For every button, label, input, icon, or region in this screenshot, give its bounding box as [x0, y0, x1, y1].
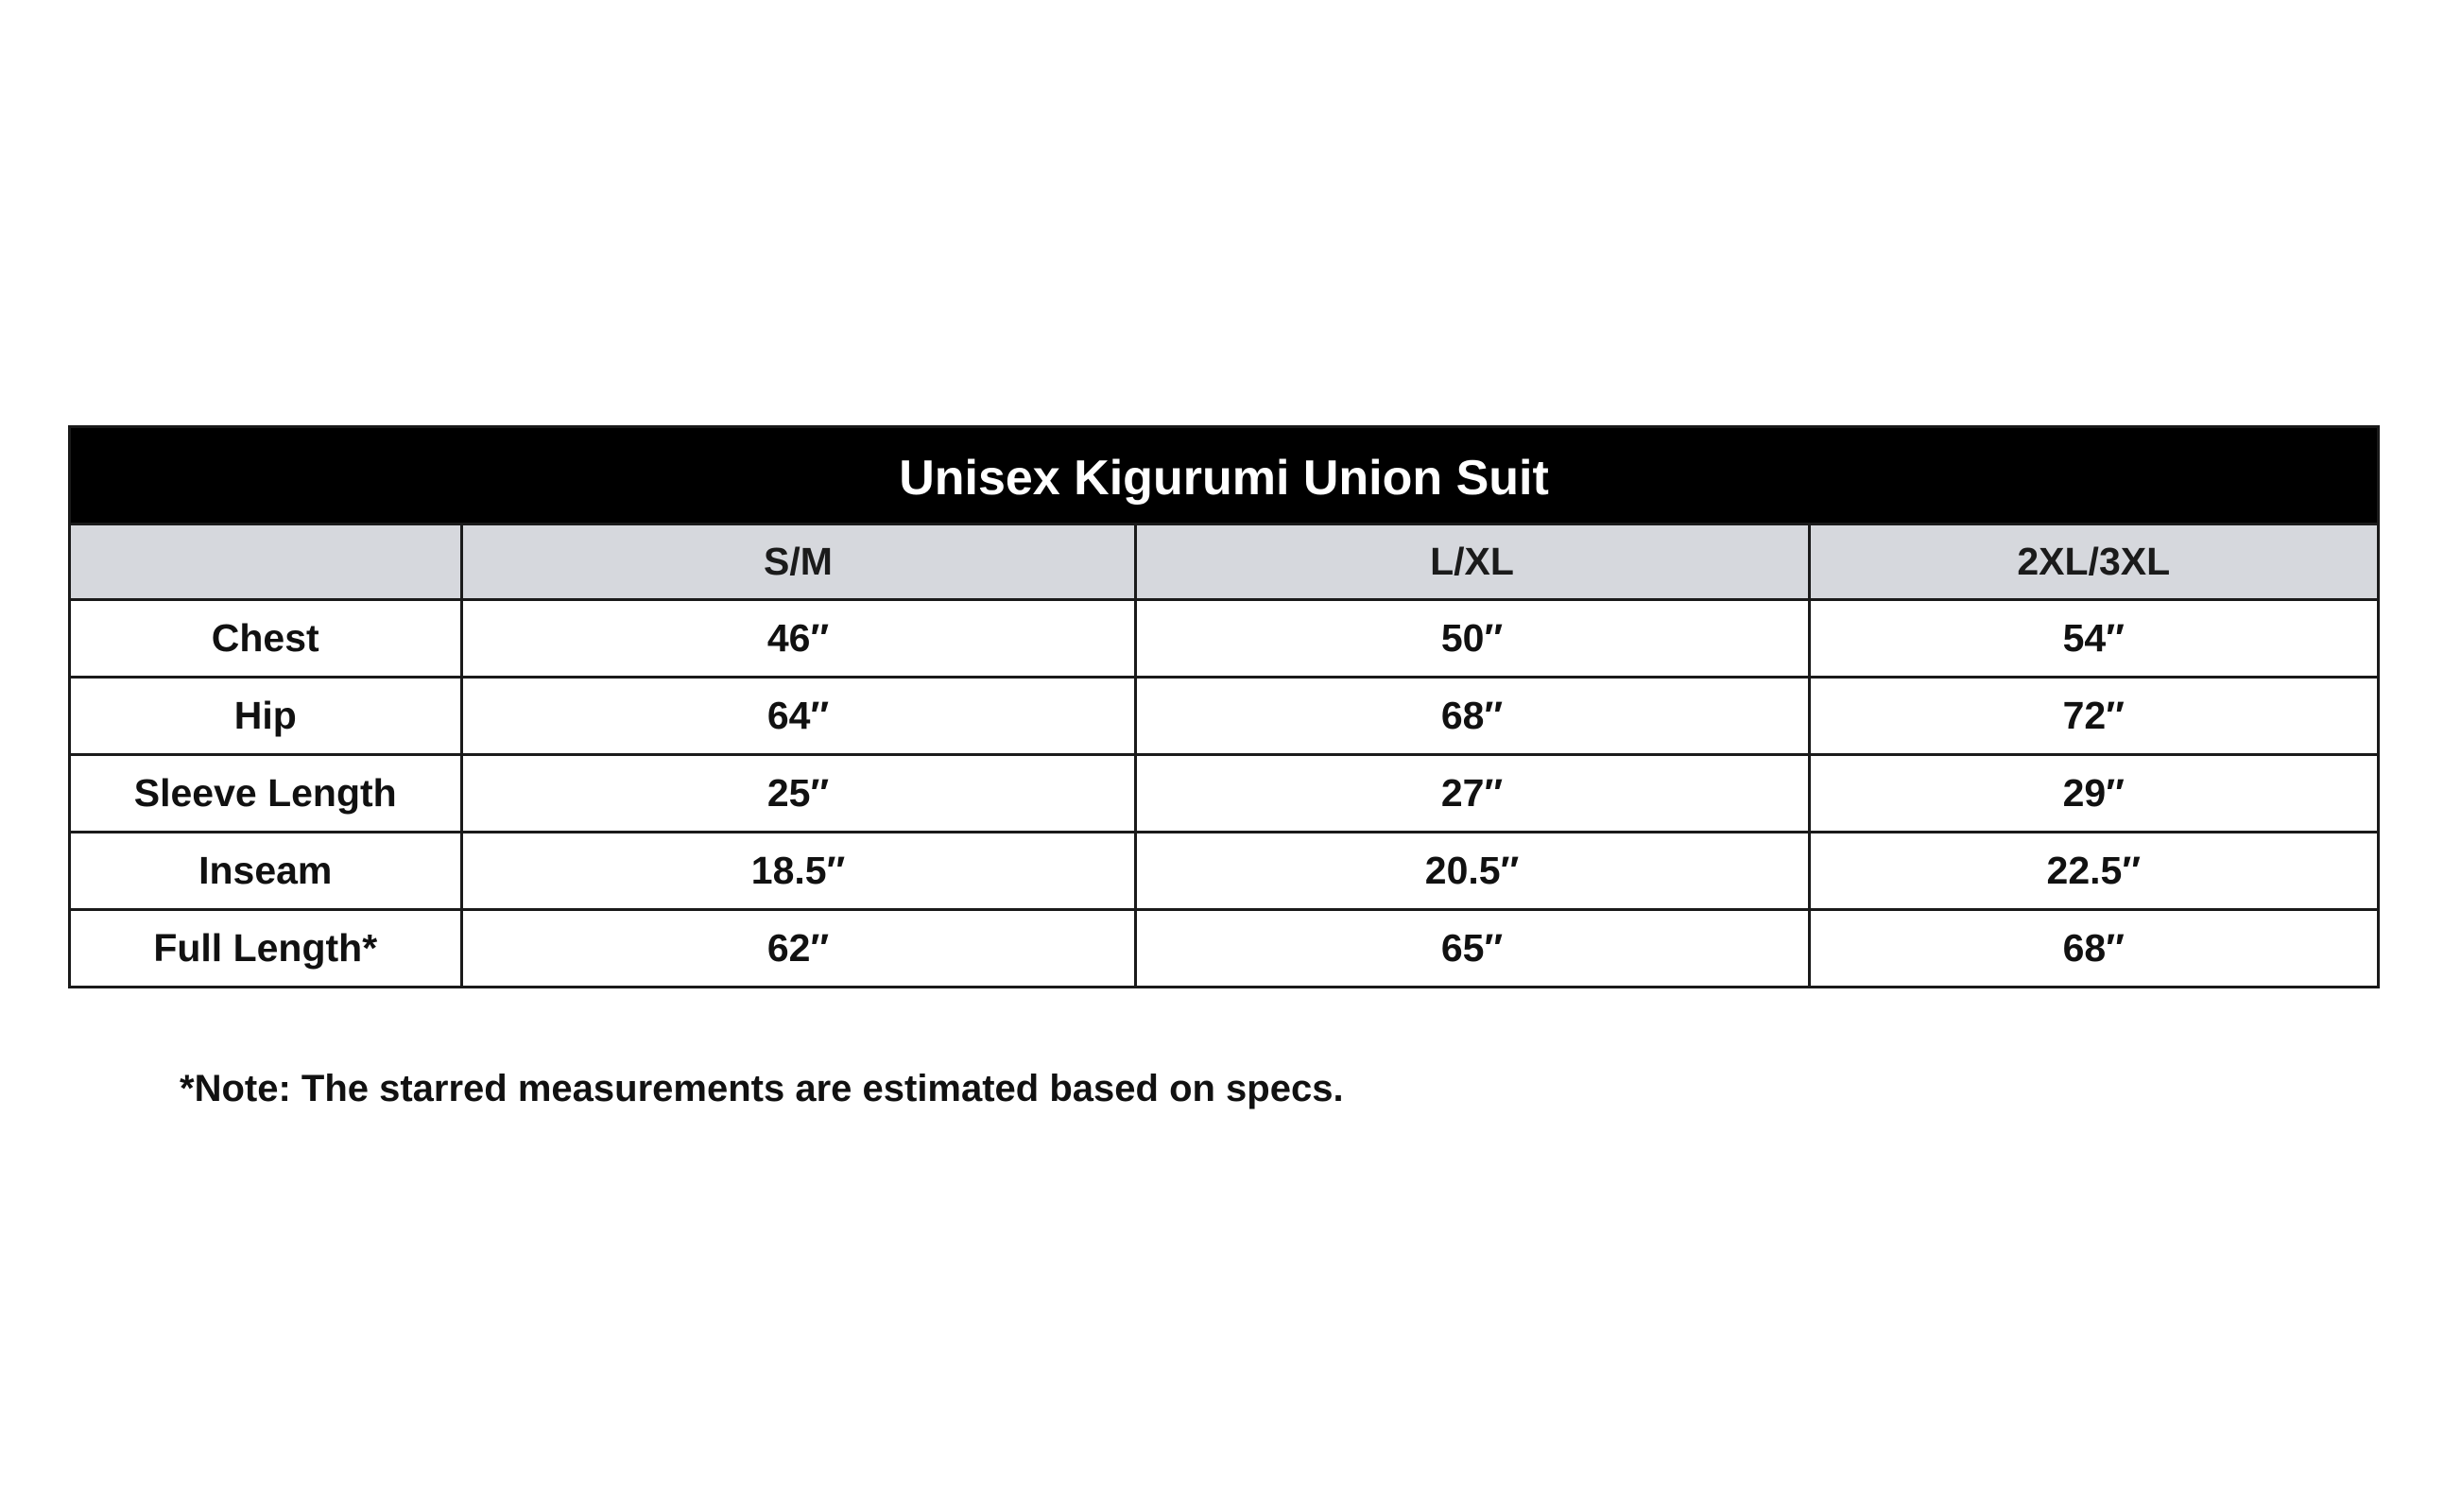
- size-header-lxl: L/XL: [1135, 525, 1809, 600]
- size-chart-table: [68, 425, 2380, 988]
- row-label-chest: Chest: [71, 600, 461, 678]
- row-label-sleeve-length: Sleeve Length: [71, 755, 461, 833]
- size-header-row: [71, 525, 2377, 600]
- size-header-sm: S/M: [461, 525, 1135, 600]
- table-cell: 72″: [1809, 678, 2377, 755]
- table-row: [71, 910, 2377, 987]
- table-cell: 50″: [1135, 600, 1809, 678]
- table-title: Unisex Kigurumi Union Suit: [71, 428, 2377, 525]
- table-cell: 68″: [1135, 678, 1809, 755]
- table-row: [71, 678, 2377, 755]
- table-cell: 62″: [461, 910, 1135, 987]
- table-row: [71, 833, 2377, 910]
- table-cell: 68″: [1809, 910, 2377, 987]
- table-row: [71, 600, 2377, 678]
- footnote: *Note: The starred measurements are estimated based on specs.: [180, 1068, 1344, 1109]
- measurements-table: [71, 525, 2377, 986]
- table-row: [71, 755, 2377, 833]
- row-label-inseam: Inseam: [71, 833, 461, 910]
- table-cell: 29″: [1809, 755, 2377, 833]
- table-cell: 64″: [461, 678, 1135, 755]
- row-label-hip: Hip: [71, 678, 461, 755]
- size-header-2xl3xl: 2XL/3XL: [1809, 525, 2377, 600]
- table-cell: 54″: [1809, 600, 2377, 678]
- table-cell: 22.5″: [1809, 833, 2377, 910]
- corner-cell: [71, 525, 461, 600]
- table-cell: 20.5″: [1135, 833, 1809, 910]
- row-label-full-length: Full Length*: [71, 910, 461, 987]
- table-cell: 25″: [461, 755, 1135, 833]
- table-cell: 18.5″: [461, 833, 1135, 910]
- table-cell: 65″: [1135, 910, 1809, 987]
- table-cell: 46″: [461, 600, 1135, 678]
- table-cell: 27″: [1135, 755, 1809, 833]
